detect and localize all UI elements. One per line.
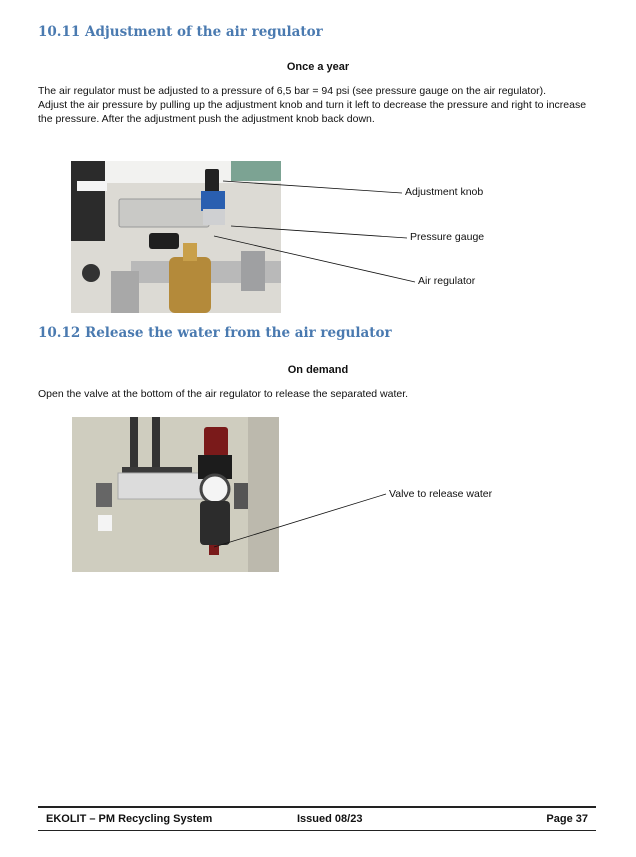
footer-page-number: Page 37 — [546, 813, 588, 825]
callout-air-regulator: Air regulator — [418, 275, 476, 287]
callout-pressure-gauge: Pressure gauge — [410, 231, 485, 243]
paragraph: Open the valve at the bottom of the air regulator to release the separated water. — [38, 388, 409, 400]
footer-product: EKOLIT – PM Recycling System — [46, 813, 213, 825]
paragraph: Adjust the air pressure by pulling up the adjustment knob and turn it left to decrease the pressure and right to increase the pressure. After the adjustment push the adjustment knob back down. — [38, 99, 587, 125]
frequency-label: Once a year — [286, 61, 350, 73]
section-body — [38, 387, 598, 401]
paragraph: The air regulator must be adjusted to a pressure of 6,5 bar = 94 psi (see pressure gauge on the air regulator). — [38, 85, 547, 97]
footer-issued: Issued 08/23 — [297, 813, 363, 825]
section-heading-release-water: 10.12 Release the water from the air regulator — [38, 325, 392, 341]
section-heading-air-regulator-adjustment: 10.11 Adjustment of the air regulator — [38, 24, 323, 40]
frequency-label: On demand — [287, 364, 349, 376]
callout-valve: Valve to release water — [389, 488, 493, 500]
page-footer — [38, 806, 596, 831]
callout-adjustment-knob: Adjustment knob — [405, 186, 484, 198]
